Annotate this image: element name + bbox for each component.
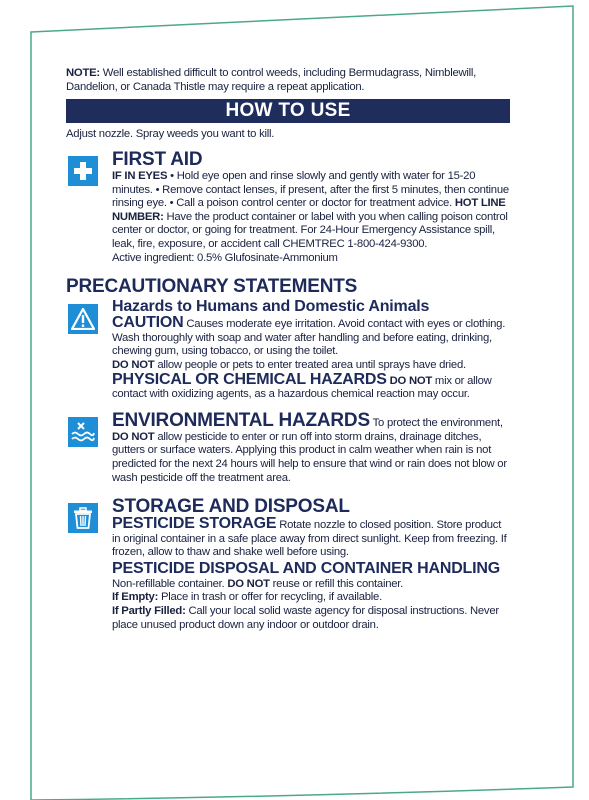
pesticide-storage-text — [112, 517, 510, 560]
disposal-title: PESTICIDE DISPOSAL AND CONTAINER HANDLING — [112, 559, 500, 577]
label-content — [66, 66, 510, 632]
environmental-body-1: To protect the environment, — [369, 416, 503, 429]
physical-hazards-body: mix or allow contact with oxidizing agents, as a hazardous chemical reaction may occur. — [112, 374, 492, 401]
if-empty-text — [112, 591, 510, 605]
disposal-body-2: reuse or refill this container. — [269, 577, 404, 590]
hotline-text: Have the product container or label with you when calling poison control center or doctor, or going for treatment. For 24-Hour Emergency Assistance spill, leak, fire, exposure, or accident call CHEMTREC 1-800-424-9300. — [112, 210, 508, 250]
if-empty-label: If Empty: — [112, 591, 159, 604]
precautionary-title: PRECAUTIONARY STATEMENTS — [66, 276, 358, 298]
trash-can-icon — [68, 503, 98, 533]
caution-label: CAUTION — [112, 314, 184, 332]
storage-section — [66, 497, 510, 632]
note-paragraph — [66, 66, 510, 94]
disposal-donot: DO NOT — [227, 577, 270, 590]
if-partly-filled-body: Call your local solid waste agency for disposal instructions. Never place unused product down any indoor or outdoor drain. — [112, 605, 499, 631]
physical-hazards-text — [112, 370, 510, 402]
hazards-humans-title: Hazards to Humans and Domestic Animals — [112, 298, 430, 316]
environmental-text — [112, 411, 510, 485]
disposal-text — [112, 578, 510, 592]
if-partly-filled-label: If Partly Filled: — [112, 605, 186, 618]
note-label: NOTE: — [66, 67, 100, 79]
first-aid-cross-icon — [68, 156, 98, 186]
hotline-label: HOT LINE NUMBER: — [112, 197, 506, 223]
physical-donot: DO NOT — [386, 374, 433, 387]
pesticide-storage-body: Rotate nozzle to closed position. Store product in original container in a safe place away from direct sunlight. Keep from freezing. If frozen, allow to thaw and shake well before using. — [112, 519, 507, 559]
environmental-donot: DO NOT — [112, 430, 155, 443]
environmental-section — [66, 411, 510, 485]
warning-icon — [68, 304, 98, 334]
physical-hazards-title: PHYSICAL OR CHEMICAL HAZARDS — [112, 370, 387, 388]
water-waves-icon — [68, 417, 98, 447]
if-partly-filled-text — [112, 605, 510, 632]
caution-body: Causes moderate eye irritation. Avoid contact with eyes or clothing. Wash thoroughly with soap and water after handling and before eating, drinking, chewing gum, using tobacco, or using the toilet. — [112, 318, 506, 358]
donot-body: allow people or pets to enter treated area until sprays have dried. — [154, 358, 466, 371]
hazards-humans-section — [66, 298, 510, 402]
how-to-use-text: Adjust nozzle. Spray weeds you want to kill. — [66, 128, 275, 140]
if-empty-body: Place in trash or offer for recycling, if available. — [158, 591, 382, 604]
first-aid-title: FIRST AID — [112, 149, 203, 170]
environmental-body-2: allow pesticide to enter or run off into storm drains, drainage ditches, gutters or surface waters. Applying this product in calm weather when rain is not predicted for the next 24 hours will help to ensure that wind or rain does not blow or wash pesticide off the treatment area. — [112, 430, 507, 484]
first-aid-text — [112, 170, 510, 252]
first-aid-section — [66, 150, 510, 265]
pesticide-storage-label: PESTICIDE STORAGE — [112, 515, 277, 533]
how-to-use-heading: HOW TO USE — [66, 99, 510, 123]
if-in-eyes-label: IF IN EYES — [112, 170, 168, 182]
caution-text — [112, 316, 510, 359]
storage-title: STORAGE AND DISPOSAL — [112, 496, 350, 518]
donot-label: DO NOT — [112, 358, 155, 371]
note-text: Well established difficult to control weeds, including Bermudagrass, Nimblewill, Dandelion, or Canada Thistle may require a repeat application. — [66, 67, 477, 93]
disposal-body-1: Non-refillable container. — [112, 577, 228, 590]
if-in-eyes-text: • Hold eye open and rinse slowly and gently with water for 15-20 minutes. • Remove contact lenses, if present, after the first 5 minutes, then continue rinsing eye. • Call a poison control center or doctor for treatment advice. — [112, 170, 509, 210]
environmental-title: ENVIRONMENTAL HAZARDS — [112, 409, 370, 431]
active-ingredient: Active ingredient: 0.5% Glufosinate-Ammonium — [112, 251, 338, 264]
